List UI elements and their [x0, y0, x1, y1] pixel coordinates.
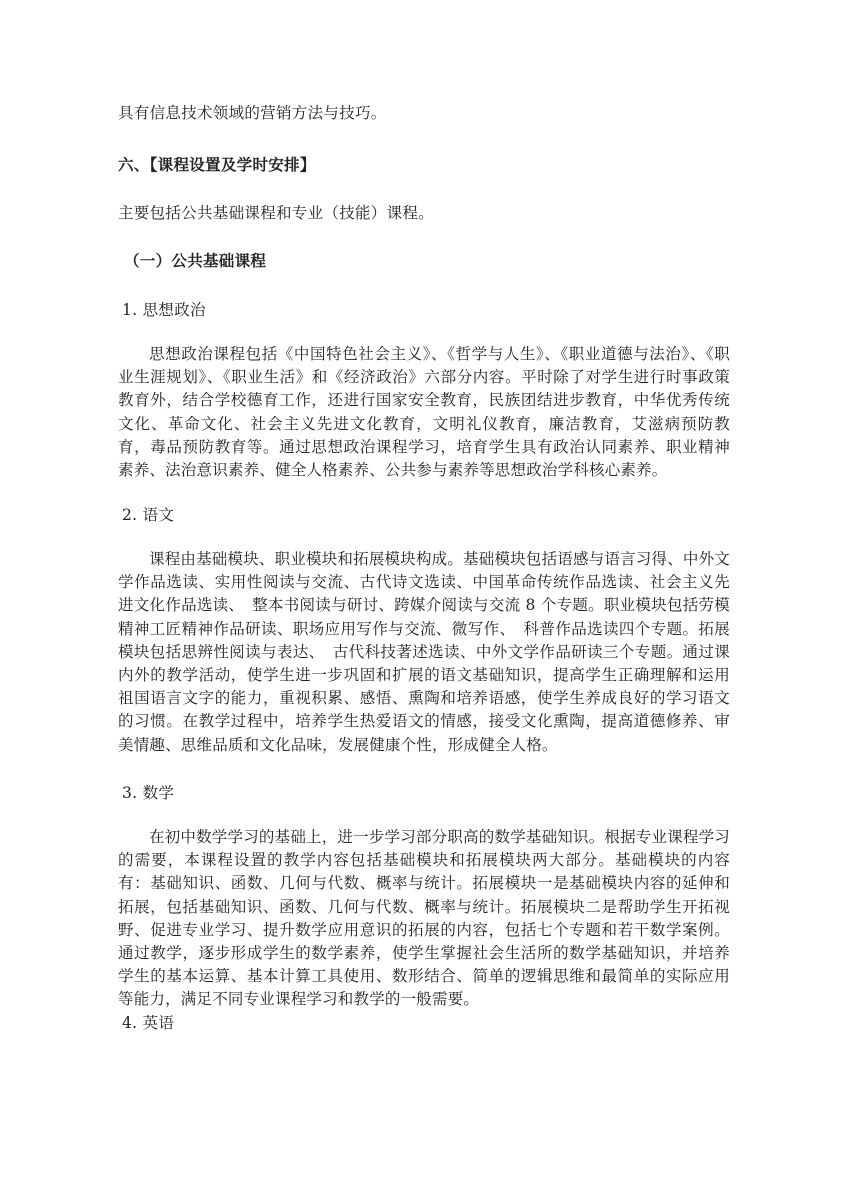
- course-title-4: 4. 英语: [122, 1014, 175, 1032]
- course-title-1: 1. 思想政治: [122, 301, 206, 319]
- course-title-2: 2. 语文: [122, 506, 175, 524]
- course-body-1: 思想政治课程包括《中国特色社会主义》、《哲学与人生》、《职业道德与法治》、《职业生涯规划》、《职业生活》和《经济政治》六部分内容。平时除了对学生进行时事政策教育外，结合学校德育工作，还进行国家安全教育，民族团结进步教育，中华优秀传统文化、革命文化、社会主义先进文化教育，文明礼仪教育，廉洁教育，艾滋病预防教育，毒品预防教育等。通过思想政治课程学习，培育学生具有政治认同素养、职业精神素养、法治意识素养、健全人格素养、公共参与素养等思想政治学科核心素养。: [118, 345, 730, 480]
- section-heading: 六、【课程设置及学时安排】: [118, 156, 316, 174]
- course-title-3: 3. 数学: [122, 784, 175, 802]
- course-body-3: 在初中数学学习的基础上，进一步学习部分职高的数学基础知识。根据专业课程学习的需要，本课程设置的教学内容包括基础模块和拓展模块两大部分。基础模块的内容有：基础知识、函数、几何与代数、概率与统计。拓展模块一是基础模块内容的延伸和拓展，包括基础知识、函数、几何与代数、概率与统计。拓展模块二是帮助学生开拓视野、促进专业学习、提升数学应用意识的拓展的内容，包括七个专题和若干数学案例。通过教学，逐步形成学生的数学素养，使学生掌握社会生活所的数学基础知识，并培养学生的基本运算、基本计算工具使用、数形结合、简单的逻辑思维和最简单的实际应用等能力，满足不同专业课程学习和教学的一般需要。: [118, 828, 730, 1009]
- course-body-2: 课程由基础模块、职业模块和拓展模块构成。基础模块包括语感与语言习得、中外文学作品选读、实用性阅读与交流、古代诗文选读、中国革命传统作品选读、社会主义先进文化作品选读、 整本书阅读与研讨、跨媒介阅读与交流 8 个专题。职业模块包括劳模精神工匠精神作品研读、职场应用写作与交流、微写作、 科普作品选读四个专题。拓展模块包括思辨性阅读与表达、 古代科技著述选读、中外文学作品研读三个专题。通过课内外的教学活动，使学生进一步巩固和扩展的语文基础知识，提高学生正确理解和运用祖国语言文字的能力，重视积累、感悟、熏陶和培养语感，使学生养成良好的学习语文的习惯。在教学过程中，培养学生热爱语文的情感，接受文化熏陶，提高道德修养、审美情趣、思维品质和文化品味，发展健康个性，形成健全人格。: [118, 550, 730, 754]
- section-intro: 主要包括公共基础课程和专业（技能）课程。: [118, 204, 435, 222]
- intro-line: 具有信息技术领域的营销方法与技巧。: [118, 104, 387, 122]
- subsection-heading: （一）公共基础课程: [124, 252, 267, 270]
